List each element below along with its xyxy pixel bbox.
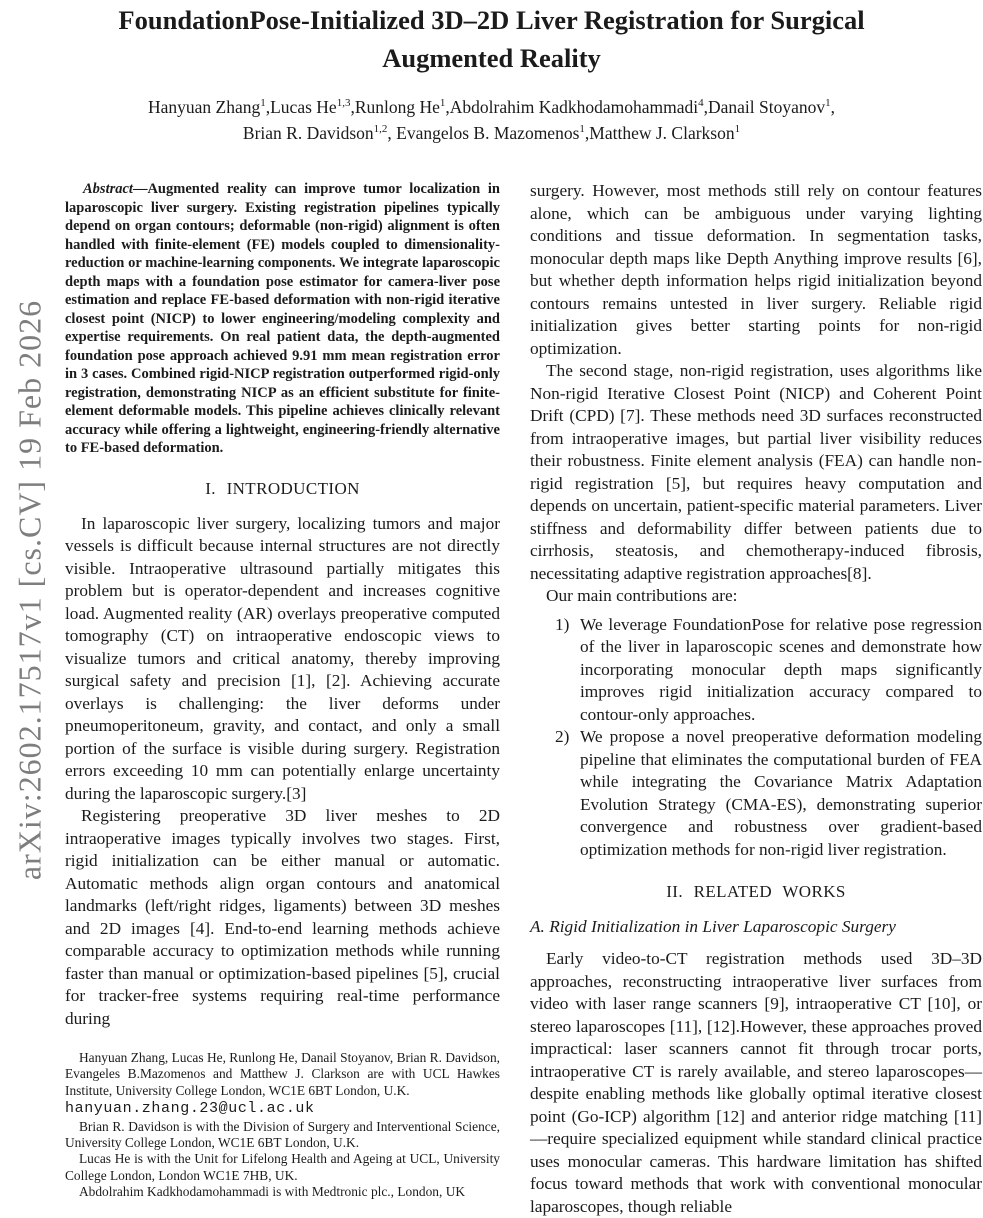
arxiv-watermark: arXiv:2602.17517v1 [cs.CV] 19 Feb 2026 (11, 299, 48, 881)
author-affiliation-sup: 1 (825, 97, 831, 110)
abstract-text: Augmented reality can improve tumor localization in laparoscopic liver surgery. Existing registration pipelines typically depend on organ contours; deformable (non-rigid) alignment is often handled with finite-element (FE) models coupled to dimensionality-reduction or machine-learning components. We integrate laparoscopic depth maps with a foundation pose estimator for camera-liver pose estimation and replace FE-based deformation with non-rigid iterative closest point (NICP) to lower engineering/modeling complexity and expertise requirements. On real patient data, the depth-augmented foundation pose approach achieved 9.91 mm mean registration error in 3 cases. Combined rigid-NICP registration outperformed rigid-only registration, demonstrating NICP as an efficient substitute for finite-element deformable models. This pipeline achieves clinically relevant accuracy while offering a lightweight, engineering-friendly alternative to FE-based deformation. (65, 181, 500, 456)
author-affiliation-sup: 1 (734, 123, 741, 136)
section-heading-related-works: II. RELATED WORKS (666, 882, 846, 901)
footnote-affiliation-3: Lucas He is with the Unit for Lifelong Health and Ageing at UCL, University College London, London WC1E 7HB, UK. (65, 1151, 500, 1183)
list-marker: 1) (555, 614, 570, 634)
author-list (0, 94, 983, 146)
paper-title (0, 0, 983, 77)
paper-title-line1: FoundationPose-Initialized 3D–2D Liver Registration for Surgical (118, 5, 865, 35)
intro-paragraph-4: The second stage, non-rigid registration, uses algorithms like Non-rigid Iterative Closest Point (NICP) and Coherent Point Drift (CPD) [7]. These methods need 3D surfaces reconstructed from intraoperative images, but partial liver visibility reduces their robustness. Finite element analysis (FEA) can handle non-rigid registration [5], but requires heavy computation and depends on uncertain, patient-specific material parameters. Liver stiffness and deformability differ between patients due to cirrhosis, steatosis, and chemotherapy-induced fibrosis, necessitating adaptive registration approaches[8]. (530, 361, 982, 583)
intro-paragraph-2: Registering preoperative 3D liver meshes to 2D intraoperative images typically involves two stages. First, rigid initialization can be either manual or automatic. Automatic methods align organ contours and anatomical landmarks (left/right ridges, ligaments) between 3D meshes and 2D images [4]. End-to-end learning methods achieve comparable accuracy to optimization methods while running faster than manual or optimization-based pipelines [5], crucial for tracker-free systems requiring real-time performance during (65, 806, 500, 1028)
contributions-lead-in: Our main contributions are: (546, 586, 738, 605)
right-column (530, 180, 982, 1218)
author-name: , Evangelos B. Mazomenos (387, 123, 580, 143)
author-line-2 (0, 120, 983, 146)
two-column-body (65, 180, 983, 1218)
footnote-affiliation-4: Abdolrahim Kadkhodamohammadi is with Medtronic plc., London, UK (79, 1184, 466, 1200)
list-marker: 2) (555, 727, 570, 746)
contribution-item-1 (530, 614, 982, 727)
contribution-text: We leverage FoundationPose for relative pose regression of the liver in laparoscopic scenes and demonstrate how incorporating monocular depth maps significantly improves rigid initialization accuracy compared to contour-only approaches. (580, 614, 982, 724)
author-affiliation-sup: 1 (260, 97, 266, 110)
footnote-affiliation-2: Brian R. Davidson is with the Division of Surgery and Interventional Science, University College London, WC1E 6BT London, U.K. (65, 1118, 500, 1151)
author-affiliation-sup: 1 (439, 97, 446, 110)
abstract (65, 180, 500, 458)
subsection-heading-rigid-initialization: A. Rigid Initialization in Liver Laparoscopic Surgery (530, 917, 896, 936)
paper-title-line2: Augmented Reality (382, 43, 601, 73)
author-affiliation-sup: 1,3 (336, 97, 351, 110)
section-heading-introduction: I. INTRODUCTION (205, 478, 360, 498)
left-column (65, 180, 500, 1218)
author-affiliation-sup: 4 (698, 97, 704, 110)
author-name: ,Danail Stoyanov (703, 97, 826, 117)
paper-header (0, 0, 983, 146)
author-separator: , (830, 97, 836, 117)
author-name: Brian R. Davidson (242, 123, 374, 143)
author-name: ,Runlong He (350, 97, 440, 117)
abstract-label: Abstract (83, 181, 133, 197)
intro-paragraph-1: In laparoscopic liver surgery, localizing tumors and major vessels is difficult because internal structures are not directly visible. Intraoperative ultrasound partially mitigates this problem but is operator-dependent and increases cognitive load. Augmented reality (AR) overlays preoperative computed tomography (CT) on intraoperative endoscopic views to visualize tumors and critical anatomy, thereby improving surgical safety and precision [1], [2]. Achieving accurate overlays is challenging: the liver deforms under pneumoperitoneum, gravity, and contact, and only a small portion of the surface is visible during surgery. Registration errors exceeding 10 mm can potentially enlarge uncertainty during the laparoscopic surgery.[3] (65, 513, 500, 803)
contact-email: hanyuan.zhang.23@ucl.ac.uk (65, 1099, 315, 1117)
author-footnotes (65, 1050, 500, 1200)
author-name: ,Lucas He (265, 97, 337, 117)
contributions-list (530, 614, 982, 862)
author-line-1 (0, 94, 983, 120)
author-name: Hanyuan Zhang (147, 97, 261, 117)
intro-paragraph-3: surgery. However, most methods still rely on contour features alone, which can be ambiguous under varying lighting conditions and tissue deformation. In segmentation tasks, monocular depth maps like Depth Anything improve results [6], but whether depth information helps rigid initialization beyond contours remains untested in liver surgery. Reliable rigid initialization gives better starting points for non-rigid optimization. (530, 181, 982, 358)
abstract-dash: — (132, 181, 148, 197)
author-name: ,Matthew J. Clarkson (584, 123, 735, 143)
related-works-paragraph-1: Early video-to-CT registration methods used 3D–3D approaches, reconstructing intraoperative liver surfaces from video with laser range scanners [9], intraoperative CT [10], or stereo laparoscopes [11], [12].However, these approaches proved impractical: laser scanners cannot fit through trocar ports, intraoperative CT is rarely available, and stereo laparoscopes—despite enabling methods like globally optimal iterative closest point (Go-ICP) algorithm [12] and anterior ridge matching [11]—require specialized equipment while standard clinical practice uses monocular cameras. This hardware limitation has shifted focus toward methods that work with conventional monocular laparoscopes, though reliable (530, 949, 982, 1216)
contribution-item-2 (530, 726, 982, 861)
author-affiliation-sup: 1,2 (373, 123, 388, 136)
footnote-affiliation-1: Hanyuan Zhang, Lucas He, Runlong He, Danail Stoyanov, Brian R. Davidson, Evangeles B.Mazomenos and Matthew J. Clarkson are with UCL Hawkes Institute, University College London, WC1E 6BT London, U.K. (65, 1050, 500, 1098)
author-name: ,Abdolrahim Kadkhodamohammadi (445, 97, 699, 117)
author-affiliation-sup: 1 (579, 123, 585, 136)
contribution-text: We propose a novel preoperative deformation modeling pipeline that eliminates the computational burden of FEA while integrating the Covariance Matrix Adaptation Evolution Strategy (CMA-ES), demonstrating superior convergence and robustness over gradient-based optimization methods for non-rigid liver registration. (580, 727, 982, 859)
